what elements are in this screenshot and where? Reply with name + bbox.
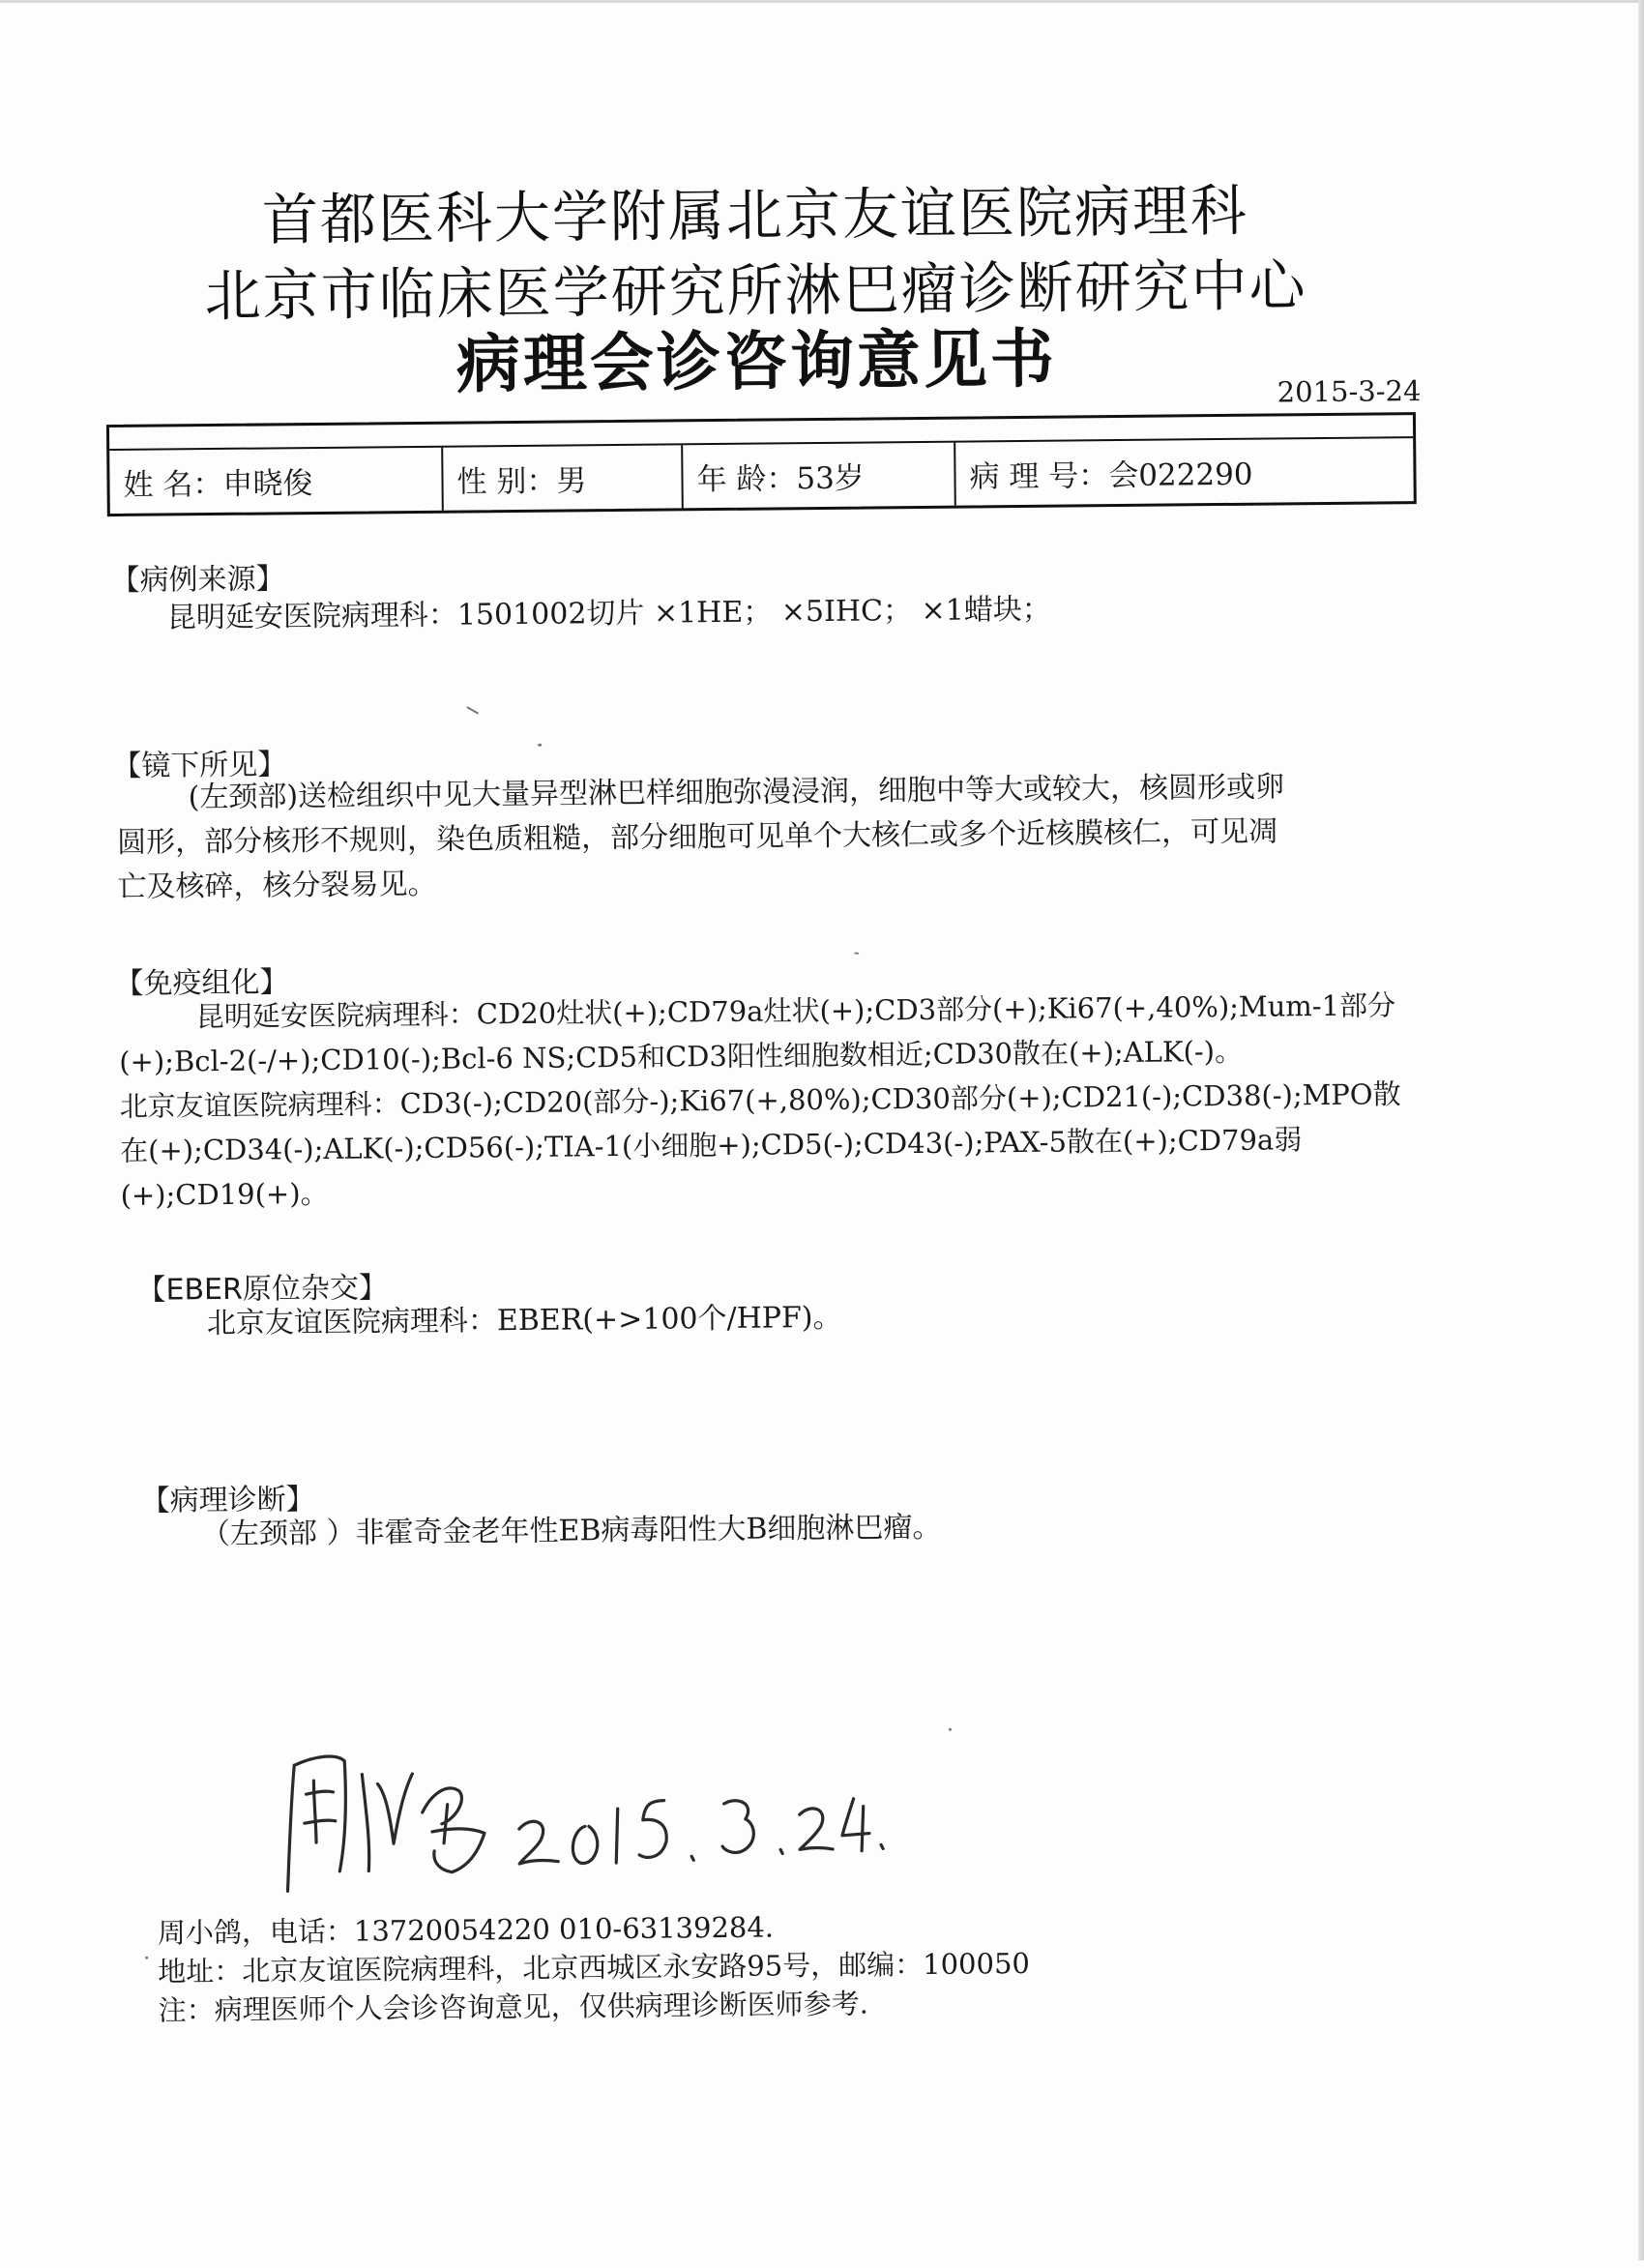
document-title: 病理会诊咨询意见书 [455,321,1058,402]
footer-note: 注：病理医师个人会诊咨询意见，仅供病理诊断医师参考. [158,1987,869,2027]
institution-line-1: 首都医科大学附属北京友谊医院病理科 [261,177,1249,253]
patient-sex-cell [443,445,684,510]
ihc-line: 北京友谊医院病理科：CD3(-);CD20(部分-);Ki67(+,80%);CD30部分(+);CD21(-);CD38(-);MPO散 [119,1077,1401,1123]
scan-speck [538,744,542,747]
diagnosis-line: （左颈部 ）非霍奇金老年性EB病毒阳性大B细胞淋巴瘤。 [200,1510,942,1552]
section-title-eber: 【EBER原位杂交】 [136,1271,389,1308]
footer-contact: 周小鸽，电话：13720054220 010-63139284. [157,1910,775,1950]
section-title-source: 【病例来源】 [110,562,285,599]
section-title-ihc: 【免疫组化】 [114,965,289,1002]
section-title-microscopy: 【镜下所见】 [112,748,287,784]
patient-sex: 男 [556,463,587,499]
ihc-line: (+);CD19(+)。 [120,1176,329,1212]
scan-speck [145,1957,148,1959]
microscopy-line: 圆形，部分核形不规则，染色质粗糙，部分细胞可见单个大核仁或多个近核膜核仁，可见凋 [116,814,1278,860]
report-date: 2015-3-24 [1277,374,1422,409]
patient-sex-label: 性 别： [456,463,557,500]
pathology-number-label: 病 理 号： [969,458,1109,495]
ihc-line: 在(+);CD34(-);ALK(-);CD56(-);TIA-1(小细胞+);CD5(-);CD43(-);PAX-5散在(+);CD79a弱 [119,1123,1303,1167]
handwritten-signature [277,1730,897,1920]
patient-name-label: 姓 名： [123,466,223,503]
scan-speck [949,1728,952,1731]
footer-address: 地址：北京友谊医院病理科，北京西城区永安路95号，邮编：100050 [158,1946,1031,1988]
pathology-number: 会022290 [1108,457,1253,494]
scan-speck [466,706,479,715]
patient-age: 53岁 [796,460,866,497]
pathology-number-cell [955,438,1414,506]
microscopy-line: (左颈部)送检组织中见大量异型淋巴样细胞弥漫浸润，细胞中等大或较大，核圆形或卵 [188,770,1285,815]
ihc-line: (+);Bcl-2(-/+);CD10(-);Bcl-6 NS;CD5和CD3阳性细胞数相近;CD30散在(+);ALK(-)。 [119,1034,1244,1078]
patient-info-table [106,412,1417,516]
microscopy-line: 亡及核碎，核分裂易见。 [117,867,437,904]
institution-line-2: 北京市临床医学研究所淋巴瘤诊断研究中心 [204,252,1307,330]
eber-line: 北京友谊医院病理科：EBER(+>100个/HPF)。 [206,1300,842,1341]
ihc-line: 昆明延安医院病理科：CD20灶状(+);CD79a灶状(+);CD3部分(+);Ki67(+,40%);Mum-1部分 [195,988,1396,1034]
source-line: 昆明延安医院病理科：1501002切片 ×1HE； ×5IHC； ×1蜡块； [166,592,1051,635]
scan-speck [854,953,859,955]
patient-name-cell [109,448,444,514]
section-title-diagnosis: 【病理诊断】 [140,1483,315,1518]
patient-age-cell [683,443,956,509]
patient-name: 申晓俊 [222,466,313,502]
patient-age-label: 年 龄： [696,461,797,498]
